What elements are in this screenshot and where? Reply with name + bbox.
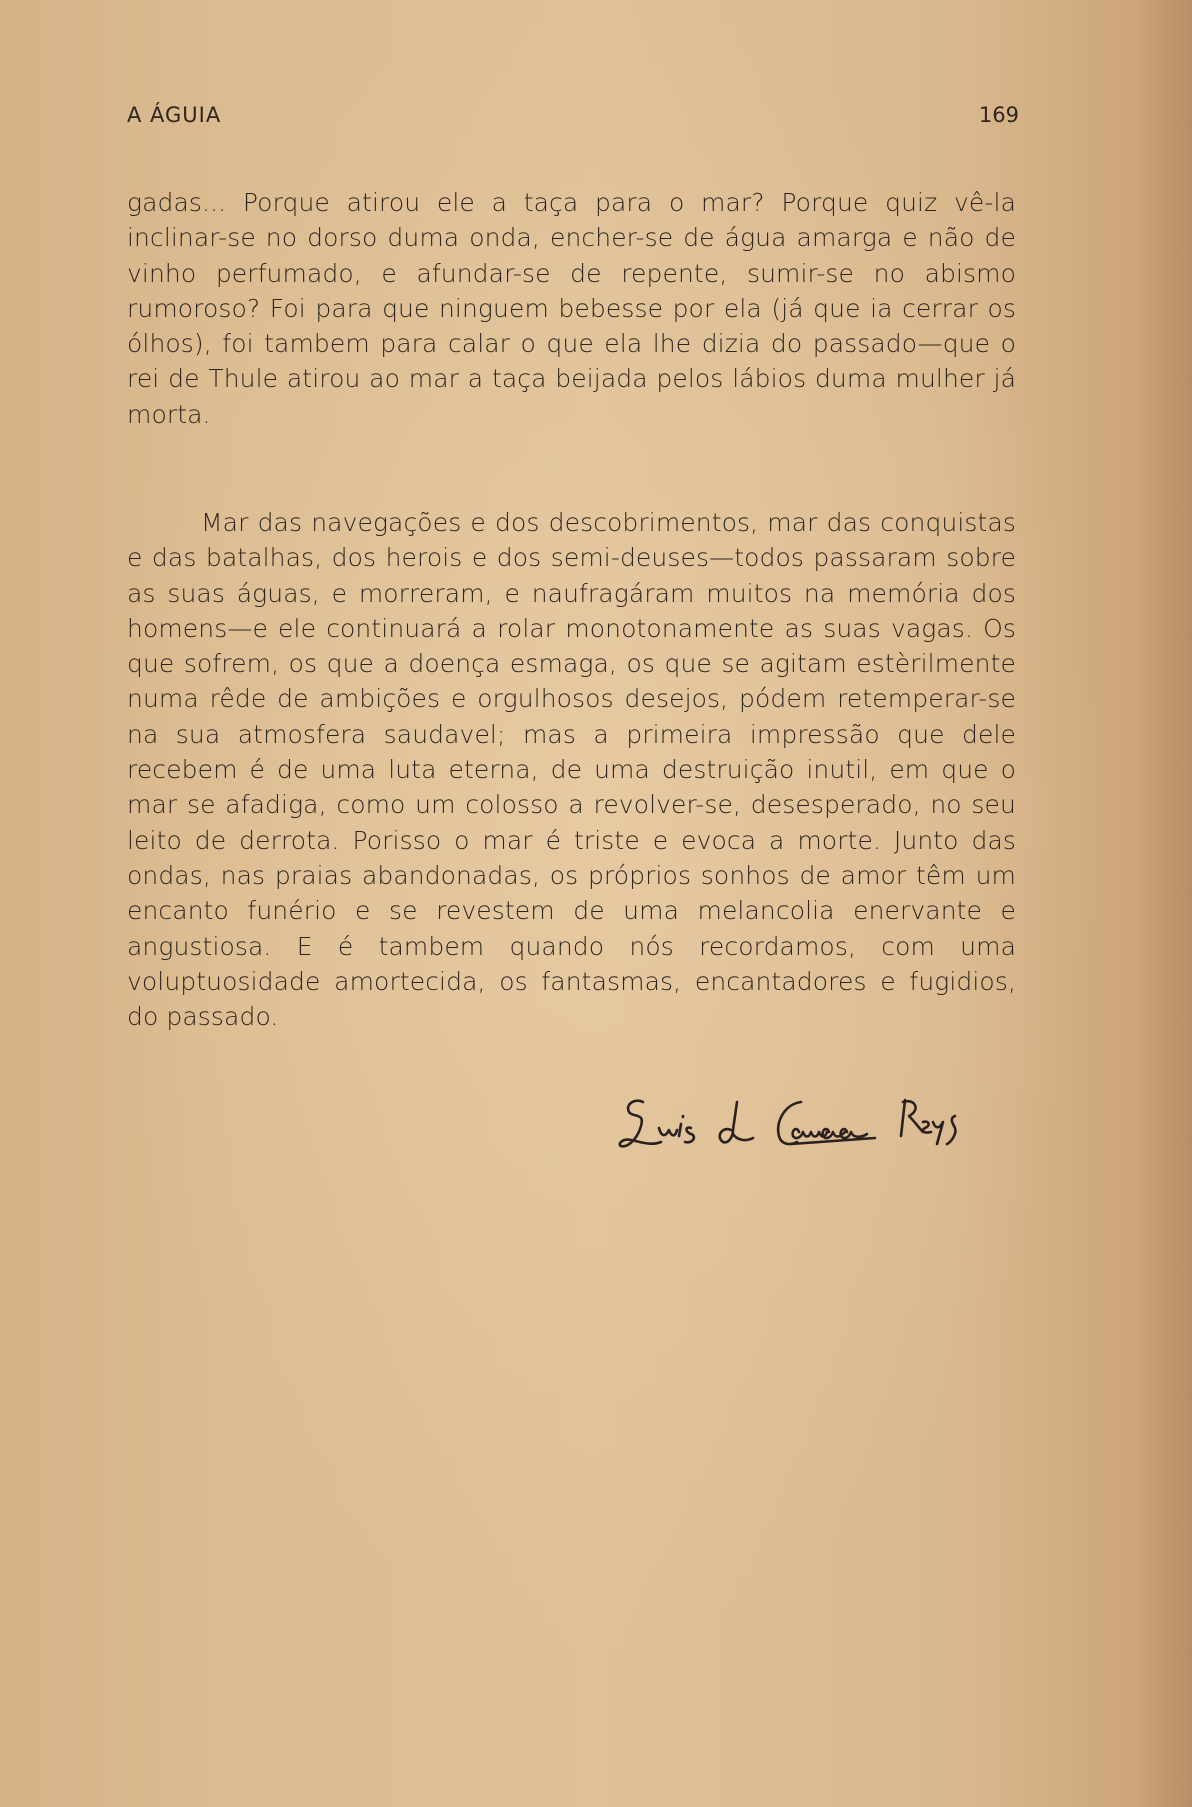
paragraph-1: gadas... Porque atirou ele a taça para o mar? Porque quiz vê-la inclinar-se no dorso duma onda, encher-se de água amarga e não de vinho perfumado, e afundar-se de repente, sumir-se no abismo rumoroso? Foi para que ninguem bebesse por ela (já que ia cerrar os ólhos), foi tambem para calar o que ela lhe dizia do passado—que o rei de Thule atirou ao mar a taça beijada pelos lábios duma mulher já morta. [127, 188, 1016, 429]
page-number: 169 [978, 103, 1019, 127]
running-title: A ÁGUIA [127, 103, 222, 127]
handwritten-signature [615, 1082, 1000, 1154]
paragraph-2: Mar das navegações e dos descobrimentos, mar das conquistas e das batalhas, dos herois e dos semi-deuses—todos passaram sobre as suas águas, e morreram, e naufragáram muitos na memória dos homens—e ele continuará a rolar monotonamente as suas vagas. Os que sofrem, os que a doença esmaga, os que se agitam estèrilmente numa rêde de ambições e orgulhosos desejos, pódem retemperar-se na sua atmosfera saudavel; mas a primeira impressão que dele recebem é de uma luta eterna, de uma destruição inutil, em que o mar se afadiga, como um colosso a revolver-se, desesperado, no seu leito de derrota. Porisso o mar é triste e evoca a morte. Junto das ondas, nas praias abandonadas, os próprios sonhos de amor têm um encanto funério e se revestem de uma melancolia enervante e angustiosa. E é tambem quando nós recordamos, com uma voluptuosidade amortecida, os fantasmas, encantadores e fugidios, do passado. [127, 508, 1016, 1032]
running-head [127, 103, 1019, 131]
